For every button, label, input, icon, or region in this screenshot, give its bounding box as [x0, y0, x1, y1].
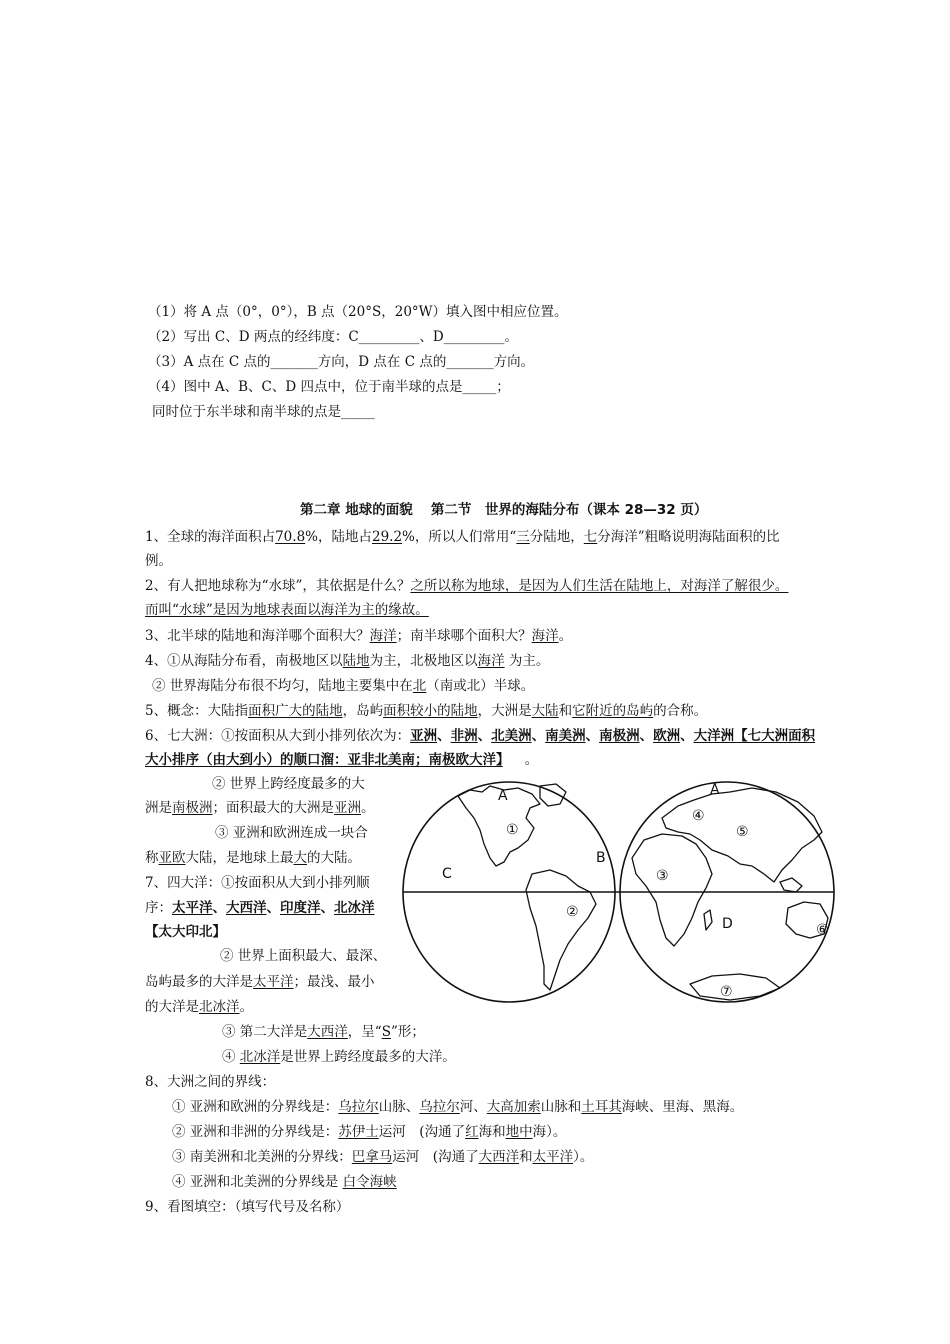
item-6-s2-line1: ② 世界上跨经度最多的大 [212, 776, 365, 792]
exercise-q4b: 同时位于东半球和南半球的点是_____ [152, 404, 375, 420]
item-8-row2: ② 亚洲和非洲的分界线是：苏伊士运河 (沟通了红海和地中海）。 [172, 1124, 567, 1140]
item-6-s2-line2: 洲是南极洲；面积最大的大洲是亚洲。 [145, 800, 375, 816]
item-5: 5、概念：大陆指面积广大的陆地，岛屿面积较小的陆地，大洲是大陆和它附近的岛屿的合称。 [145, 703, 708, 719]
islands-shape [780, 878, 802, 892]
item-6-s3-line1: ③ 亚洲和欧洲连成一块合 [215, 825, 368, 841]
world-hemispheres-map [400, 778, 836, 1006]
item-7-s4: ④ 北冰洋是世界上跨经度最多的大洋。 [222, 1049, 456, 1065]
madagascar-shape [704, 910, 712, 930]
item-3: 3、北半球的陆地和海洋哪个面积大？海洋；南半球哪个面积大？海洋。 [145, 628, 573, 644]
item-1-line1: 1、全球的海洋面积占70.8%，陆地占29.2%，所以人们常用“三分陆地，七分海洋”粗略说明海陆面积的比 [145, 529, 780, 545]
label-2: ② [566, 904, 579, 920]
item-4-line2: ② 世界海陆分布很不均匀，陆地主要集中在北（南或北）半球。 [152, 678, 535, 694]
exercise-q3: （3）A 点在 C 点的_______方向，D 点在 C 点的_______方向。 [148, 354, 535, 370]
item-8-heading: 8、大洲之间的界线： [145, 1074, 276, 1090]
exercise-q2: （2）写出 C、D 两点的经纬度：C_________、D_________。 [148, 329, 518, 345]
label-D: D [722, 916, 733, 932]
item-7-line1: 7、四大洋：①按面积从大到小排列顺 [145, 875, 370, 891]
exercise-q1: （1）将 A 点（0°，0°），B 点（20°S，20°W）填入图中相应位置。 [148, 304, 568, 320]
label-C: C [442, 866, 452, 882]
item-9: 9、看图填空：（填写代号及名称） [145, 1199, 350, 1215]
label-A-east: A [710, 782, 720, 798]
africa-shape [632, 834, 712, 946]
exercise-q4: （4）图中 A、B、C、D 四点中，位于南半球的点是_____； [148, 379, 510, 395]
label-5: ⑤ [736, 824, 749, 840]
item-6-line2: 大小排序（由大到小）的顺口溜：亚非北美南；南极欧大洋】 。 [145, 752, 539, 768]
section-title: 第二章 地球的面貌 第二节 世界的海陆分布（课本 28—32 页） [300, 502, 708, 518]
label-3: ③ [656, 868, 669, 884]
item-7-mnemonic: 【太大印北】 [145, 924, 226, 940]
item-2-line2: 而叫“水球”是因为地球表面以海洋为主的缘故。 [145, 602, 429, 618]
item-8-row3: ③ 南美洲和北美洲的分界线：巴拿马运河 (沟通了大西洋和太平洋）。 [172, 1149, 594, 1165]
antarctica-shape [690, 974, 780, 1000]
item-7-s2-line2: 岛屿最多的大洋是太平洋；最浅、最小 [145, 974, 375, 990]
label-6: ⑥ [816, 922, 829, 938]
item-6-line1: 6、七大洲：①按面积从大到小排列依次为：亚洲、非洲、北美洲、南美洲、南极洲、欧洲、大洋洲【七大洲面积 [145, 728, 816, 744]
item-4-line1: 4、①从海陆分布看，南极地区以陆地为主，北极地区以海洋 为主。 [145, 653, 550, 669]
item-7-s2-line1: ② 世界上面积最大、最深、 [220, 948, 387, 964]
item-7-s3: ③ 第二大洋是大西洋，呈“S”形； [222, 1024, 425, 1040]
south-america-shape [526, 870, 596, 990]
label-B: B [596, 850, 606, 866]
item-7-s2-line3: 的大洋是北冰洋。 [145, 999, 253, 1015]
item-1-line2: 例。 [145, 553, 172, 569]
label-1: ① [506, 822, 519, 838]
label-4: ④ [692, 808, 705, 824]
item-2-line1: 2、有人把地球称为“水球”，其依据是什么？之所以称为地球，是因为人们生活在陆地上，对海洋了解很少。 [145, 578, 789, 594]
label-7: ⑦ [720, 984, 733, 1000]
label-A-west: A [498, 788, 508, 804]
item-8-row1: ① 亚洲和欧洲的分界线是：乌拉尔山脉、乌拉尔河、大高加索山脉和土耳其海峡、里海、黑海。 [172, 1099, 744, 1115]
item-6-s3-line2: 称亚欧大陆，是地球上最大的大陆。 [145, 850, 361, 866]
item-8-row4: ④ 亚洲和北美洲的分界线是 白令海峡 [172, 1174, 397, 1190]
item-7-line2: 序：太平洋、大西洋、印度洋、北冰洋 [145, 900, 375, 916]
